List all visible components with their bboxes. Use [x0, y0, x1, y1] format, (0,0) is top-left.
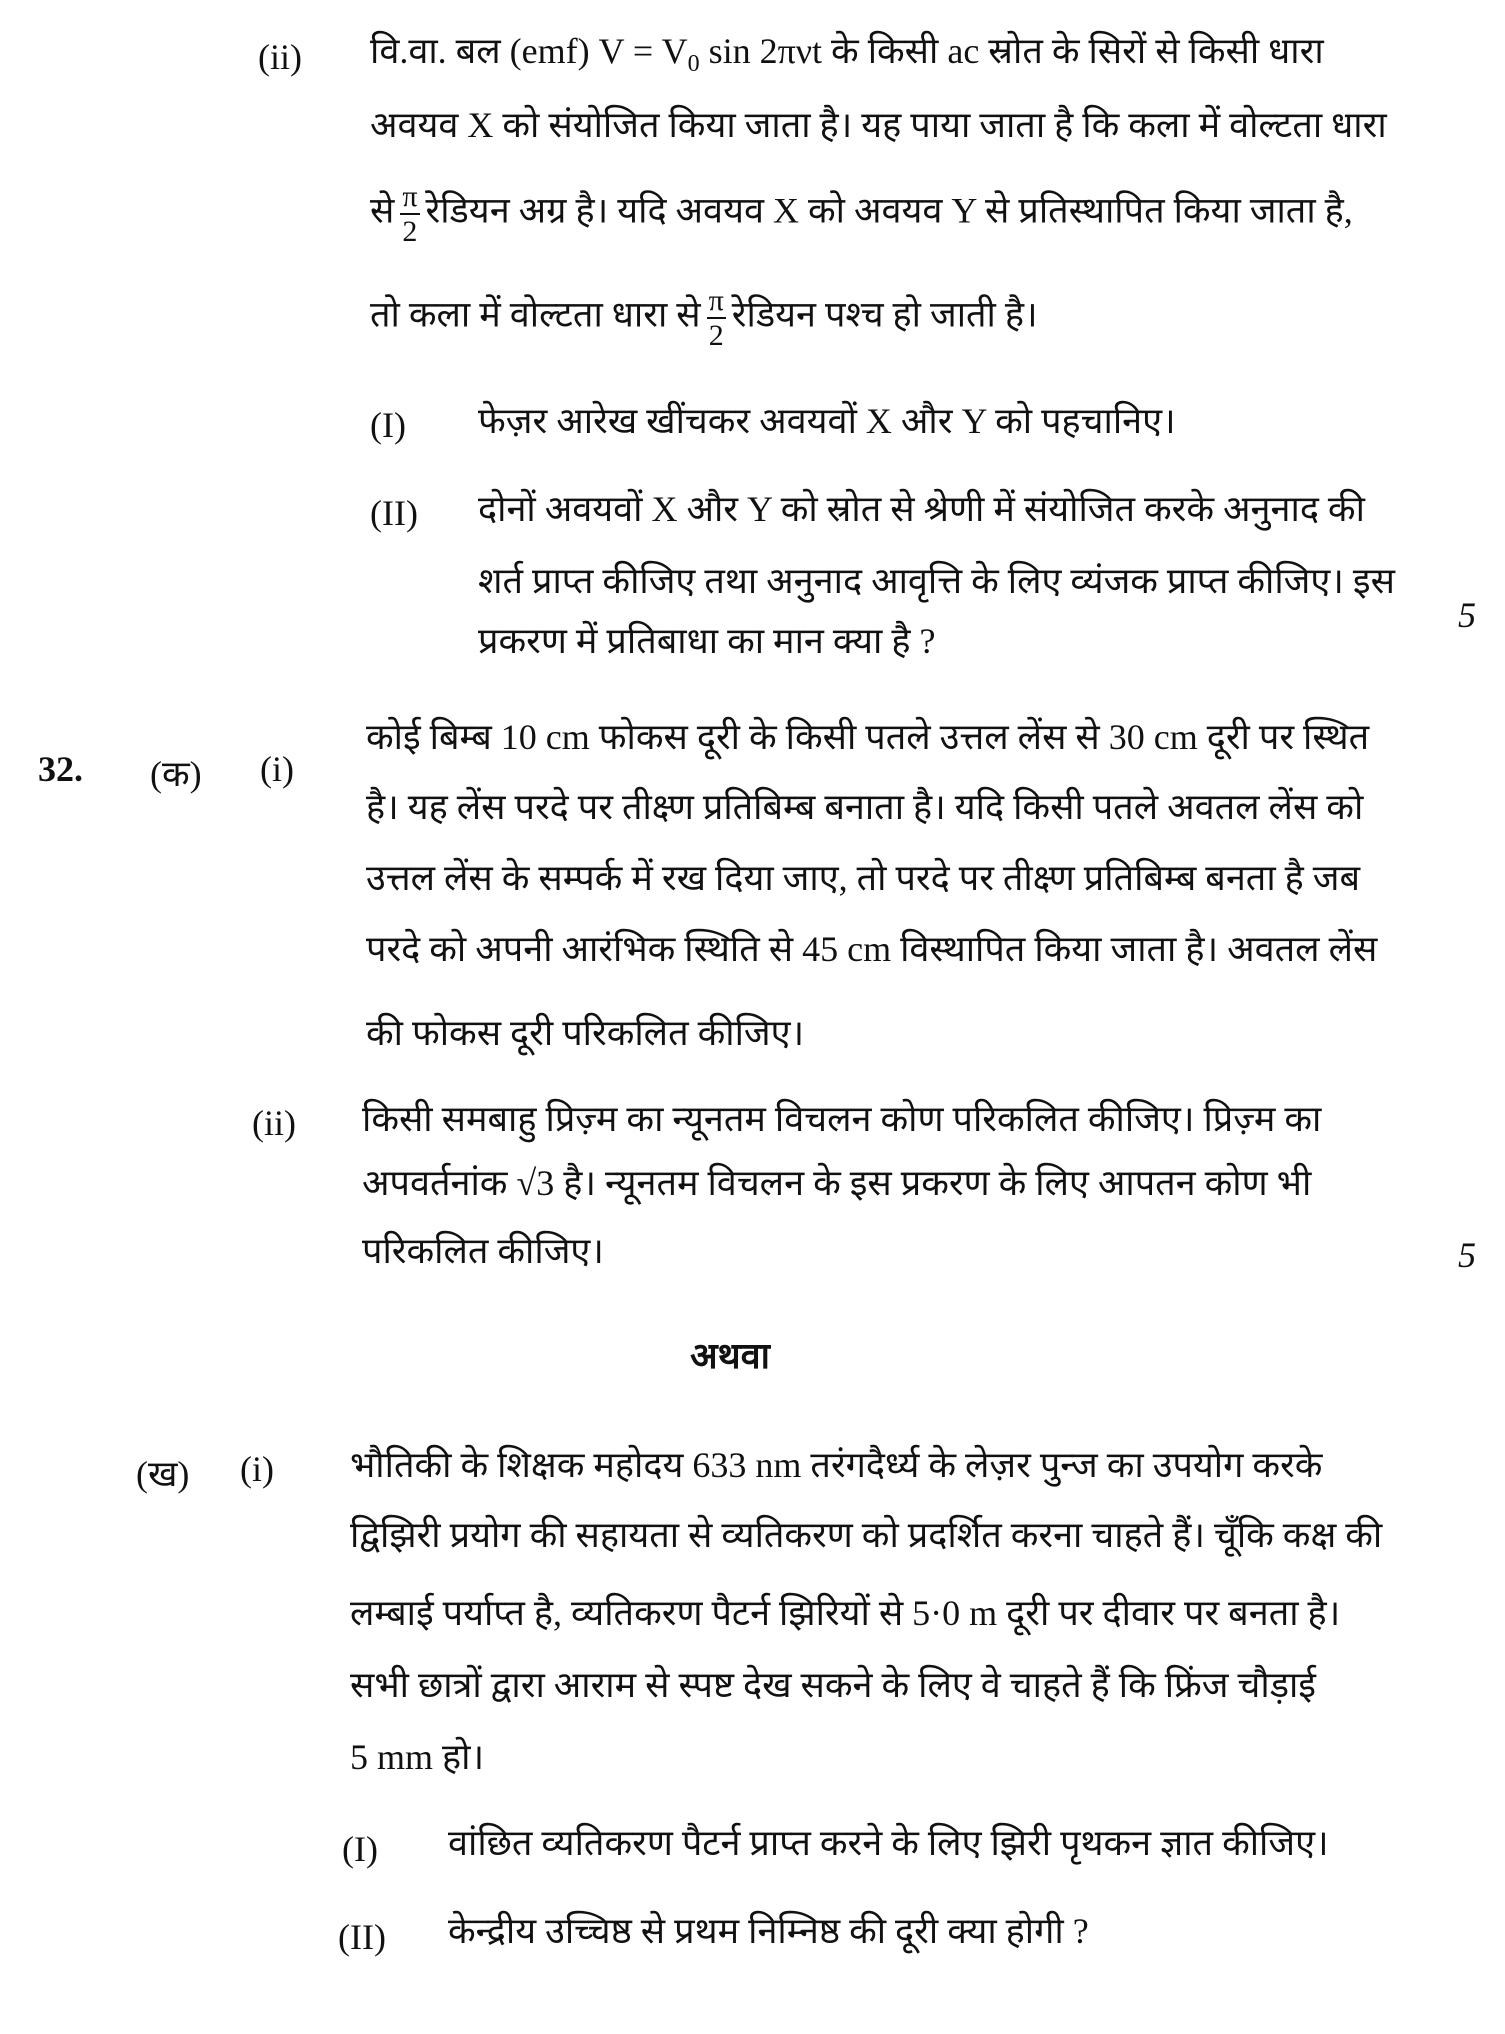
subquestion-label: (ii) [252, 1103, 296, 1143]
text: रेडियन अग्र है। यदि अवयव X को अवयव Y से प्रतिस्थापित किया जाता है, [425, 190, 1353, 231]
question-text-line: की फोकस दूरी परिकलित कीजिए। [366, 1013, 805, 1053]
question-text-line: द्विझिरी प्रयोग की सहायता से व्यतिकरण को प्रदर्शित करना चाहते हैं। चूँकि कक्ष की [350, 1515, 1383, 1555]
item-label: (I) [370, 405, 406, 445]
item-text: प्रकरण में प्रतिबाधा का मान क्या है ? [478, 621, 936, 661]
subquestion-label: (ii) [258, 37, 302, 77]
question-text-line [370, 180, 1353, 248]
text: sin 2πνt के किसी ac स्रोत के सिरों से किसी धारा [699, 31, 1324, 71]
item-text: केन्द्रीय उच्चिष्ठ से प्रथम निम्निष्ठ की दूरी क्या होगी ? [448, 1911, 1089, 1951]
subquestion-label: (i) [240, 1449, 274, 1489]
text: रेडियन पश्च हो जाती है। [731, 294, 1038, 335]
subquestion-label: (i) [260, 749, 294, 789]
numerator: π [402, 180, 418, 213]
text: तो कला में वोल्टता धारा से [370, 294, 701, 335]
item-label: (II) [338, 1917, 386, 1957]
text: वि.वा. बल (emf) V = V [370, 31, 688, 71]
question-text-line: अवयव X को संयोजित किया जाता है। यह पाया जाता है कि कला में वोल्टता धारा [370, 105, 1387, 145]
question-text-line: परिकलित कीजिए। [362, 1231, 604, 1271]
part-label: (क) [150, 754, 202, 794]
question-number: 32. [38, 749, 83, 789]
marks: 5 [1458, 595, 1476, 635]
question-text-line [370, 284, 1038, 352]
item-text: फेज़र आरेख खींचकर अवयवों X और Y को पहचानिए। [478, 401, 1176, 441]
fraction [400, 180, 419, 248]
item-label: (I) [342, 1829, 378, 1869]
question-text-line: लम्बाई पर्याप्त है, व्यतिकरण पैटर्न झिरियों से 5·0 m दूरी पर दीवार पर बनता है। [350, 1593, 1341, 1633]
question-text-line [370, 30, 1324, 79]
fraction [707, 284, 726, 352]
denominator: 2 [708, 319, 724, 352]
question-text-line: है। यह लेंस परदे पर तीक्ष्ण प्रतिबिम्ब बनाता है। यदि किसी पतले अवतल लेंस को [366, 787, 1364, 827]
question-text-line: 5 mm हो। [350, 1737, 485, 1777]
numerator: π [708, 284, 724, 317]
item-text: वांछित व्यतिकरण पैटर्न प्राप्त करने के लिए झिरी पृथकन ज्ञात कीजिए। [448, 1823, 1329, 1863]
question-text-line: भौतिकी के शिक्षक महोदय 633 nm तरंगदैर्ध्य के लेज़र पुन्ज का उपयोग करके [350, 1445, 1323, 1485]
marks: 5 [1458, 1235, 1476, 1275]
question-text-line: किसी समबाहु प्रिज़्म का न्यूनतम विचलन कोण परिकलित कीजिए। प्रिज़्म का [362, 1099, 1322, 1139]
question-text-line: परदे को अपनी आरंभिक स्थिति से 45 cm विस्थापित किया जाता है। अवतल लेंस [366, 929, 1378, 969]
item-text: शर्त प्राप्त कीजिए तथा अनुनाद आवृत्ति के लिए व्यंजक प्राप्त कीजिए। इस [478, 561, 1395, 601]
question-text-line: अपवर्तनांक √3 है। न्यूनतम विचलन के इस प्रकरण के लिए आपतन कोण भी [362, 1163, 1312, 1203]
question-text-line: सभी छात्रों द्वारा आराम से स्पष्ट देख सकने के लिए वे चाहते हैं कि फ्रिंज चौड़ाई [350, 1665, 1316, 1705]
item-text: दोनों अवयवों X और Y को स्रोत से श्रेणी में संयोजित करके अनुनाद की [478, 489, 1365, 529]
part-label: (ख) [136, 1454, 190, 1494]
item-label: (II) [370, 493, 418, 533]
subscript: 0 [687, 51, 700, 78]
or-divider: अथवा [690, 1336, 770, 1376]
question-text-line: उत्तल लेंस के सम्पर्क में रख दिया जाए, तो परदे पर तीक्ष्ण प्रतिबिम्ब बनता है जब [366, 858, 1361, 898]
denominator: 2 [402, 215, 418, 248]
text: से [370, 190, 395, 231]
question-text-line: कोई बिम्ब 10 cm फोकस दूरी के किसी पतले उत्तल लेंस से 30 cm दूरी पर स्थित [366, 717, 1370, 757]
